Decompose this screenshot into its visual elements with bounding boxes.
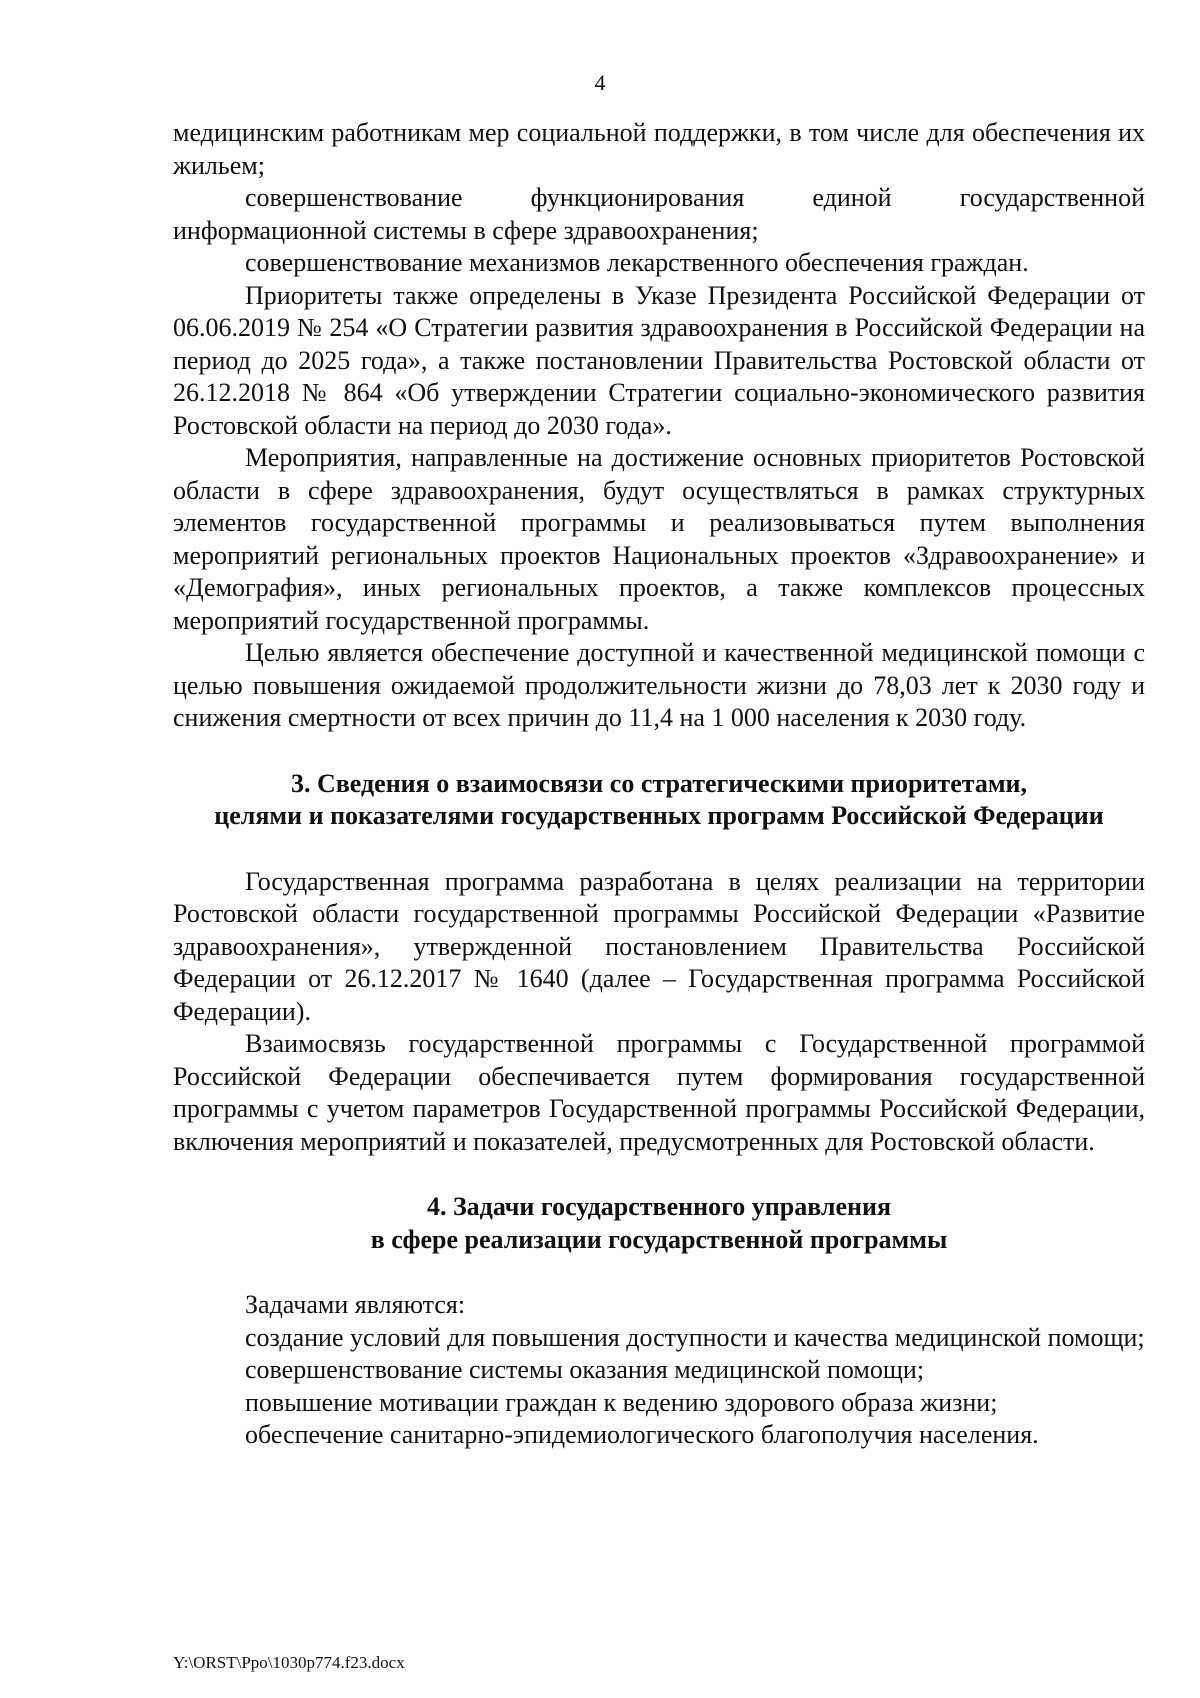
paragraph-item: совершенствование функционирования единой государственной информационной системы в сфере здравоохранения; (173, 183, 1145, 245)
section-3-heading-line1: 3. Сведения о взаимосвязи со стратегическими приоритетами, (290, 768, 1028, 798)
paragraph-item: совершенствование системы оказания медицинской помощи; (245, 1355, 925, 1384)
paragraph-item: повышение мотивации граждан к ведению здорового образа жизни; (245, 1387, 998, 1417)
paragraph-goal: Целью является обеспечение доступной и качественной медицинской помощи с целью повышения ожидаемой продолжительности жизни до 78,03 лет к 2030 году и снижения смертности от всех причин до 11,4 на 1 000 населения к 2030 году. (173, 638, 1145, 732)
section-4-heading-line2: в сфере реализации государственной программы (370, 1224, 948, 1254)
page-number: 4 (594, 70, 606, 95)
paragraph-priorities: Приоритеты также определены в Указе Президента Российской Федерации от 06.06.2019 № 254 «О Стратегии развития здравоохранения в Российской Федерации на период до 2025 года», а также постановлении Правительства Ростовской области от 26.12.2018 № 864 «Об утверждении Стратегии социально-экономического развития Ростовской области на период до 2030 года». (173, 280, 1145, 440)
paragraph-item: совершенствование механизмов лекарственного обеспечения граждан. (245, 248, 1029, 277)
document-body (173, 117, 1145, 1452)
paragraph-continuation: медицинским работникам мер социальной поддержки, в том числе для обеспечения их жильем; (173, 118, 1145, 180)
paragraph-item: создание условий для повышения доступности и качества медицинской помощи; (245, 1322, 1145, 1352)
paragraph-measures: Мероприятия, направленные на достижение основных приоритетов Ростовской области в сфере здравоохранения, будут осуществляться в рамках структурных элементов государственной программы и реализовываться путем выполнения мероприятий региональных проектов Национальных проектов «Здравоохранение» и «Демография», иных региональных проектов, а также комплексов процессных мероприятий государственной программы. (173, 443, 1145, 635)
footer-file-path: Y:\ORST\Ppo\1030p774.f23.docx (173, 1653, 405, 1672)
section-3-heading (173, 768, 1145, 833)
section-4-heading (173, 1191, 1145, 1256)
paragraph-item: Взаимосвязь государственной программы с Государственной программой Российской Федерации обеспечивается путем формирования государственной программы с учетом параметров Государственной программы Российской Федерации, включения мероприятий и показателей, предусмотренных для Ростовской области. (173, 1029, 1145, 1156)
section-4-heading-line1: 4. Задачи государственного управления (426, 1192, 892, 1221)
paragraph-item: Задачами являются: (245, 1290, 466, 1319)
section-3-heading-line2: целями и показателями государственных программ Российской Федерации (214, 801, 1104, 830)
paragraph-item: обеспечение санитарно-эпидемиологического благополучия населения. (245, 1420, 1039, 1449)
paragraph-item: Государственная программа разработана в целях реализации на территории Ростовской области государственной программы Российской Федерации «Развитие здравоохранения», утвержденной постановлением Правительства Российской Федерации от 26.12.2017 № 1640 (далее – Государственная программа Российской Федерации). (173, 866, 1145, 1026)
section-4-body (173, 1289, 1145, 1452)
section-3-body (173, 866, 1145, 1159)
